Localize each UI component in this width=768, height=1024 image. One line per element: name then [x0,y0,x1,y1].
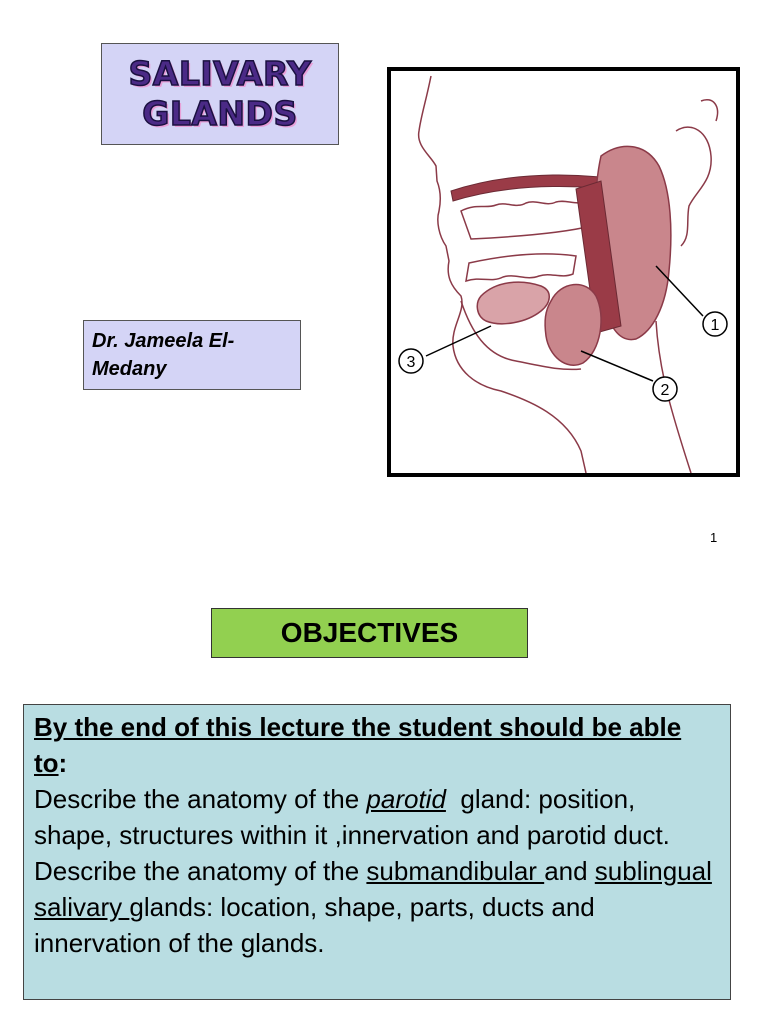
objectives-heading: OBJECTIVES [280,617,459,648]
item1-after: gland: position, shape, structures within it ,innervation and parotid duct. [34,784,670,850]
item2-before: Describe the anatomy of the [34,856,367,886]
item2-term-sublingual: sublingual salivary [34,856,712,922]
objectives-intro [34,709,720,781]
item1-before: Describe the anatomy of the [34,784,367,814]
title-line-1: SALIVARY [128,54,312,93]
salivary-glands-figure [387,67,740,477]
slide-title [129,54,312,134]
label-3: 3 [406,354,416,371]
item2-term-submandibular: submandibular [366,856,545,886]
intro-text: By the end of this lecture the student should be able to [34,712,682,778]
upper-teeth [461,201,591,239]
item2-middle: and [544,856,595,886]
item2-after: glands: location, shape, parts, ducts and innervation of the glands. [34,892,595,958]
sublingual-gland [477,282,549,324]
objective-item-1 [34,781,720,853]
title-line-2: GLANDS [142,94,298,133]
author-box [83,320,301,390]
page-number: 1 [710,530,718,545]
objectives-content [23,704,731,1000]
objective-item-2 [34,853,720,961]
title-box [101,43,339,145]
submandibular-gland [545,285,601,366]
intro-colon: : [58,748,68,778]
author-name: Dr. Jameela El-Medany [92,330,235,380]
objectives-heading-box [211,608,528,658]
label-1: 1 [710,317,720,334]
label-2: 2 [660,382,670,399]
leader-line-2 [581,351,653,381]
head-back-line [701,100,718,121]
anatomy-illustration [391,71,736,473]
lower-teeth [466,254,576,281]
ear-outline [676,127,711,246]
item1-term-parotid: parotid [366,784,446,814]
